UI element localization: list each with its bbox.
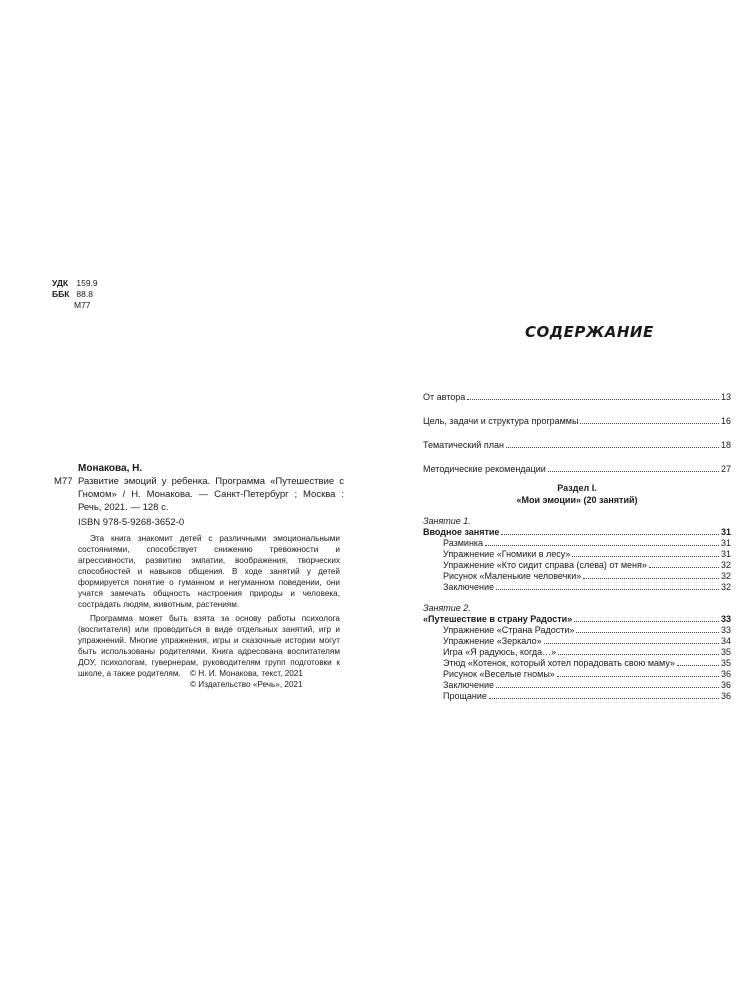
annotation bbox=[78, 533, 340, 682]
toc-item-label: Тематический план bbox=[423, 440, 504, 450]
bibliographic-record bbox=[54, 462, 344, 529]
toc-subitem-page: 35 bbox=[720, 658, 731, 668]
lesson-page: 31 bbox=[720, 527, 731, 537]
toc-subitem-label: Разминка bbox=[443, 538, 484, 548]
toc-subitem bbox=[423, 549, 731, 560]
toc-subitem bbox=[423, 691, 731, 702]
lesson-title: Вводное занятие bbox=[423, 527, 500, 537]
copyright-author: © Н. И. Монакова, текст, 2021 bbox=[190, 669, 303, 678]
toc-subitem-page: 36 bbox=[720, 691, 731, 701]
toc-subitem-label: Заключение bbox=[443, 582, 494, 592]
copyright-publisher: © Издательство «Речь», 2021 bbox=[190, 680, 303, 689]
toc-subitem bbox=[423, 636, 731, 647]
toc-subitem-page: 31 bbox=[720, 538, 731, 548]
toc-subitem bbox=[423, 669, 731, 680]
toc-subitem-page: 33 bbox=[720, 625, 731, 635]
bbk-key: ББК bbox=[52, 289, 70, 299]
section-title: «Мои эмоции» (20 занятий) bbox=[516, 495, 638, 505]
toc-item-label: От автора bbox=[423, 392, 466, 402]
toc-subitem-label: Рисунок «Веселые гномы» bbox=[443, 669, 555, 679]
author-mark: М77 bbox=[74, 300, 91, 310]
toc-subitem-label: Упражнение «Страна Радости» bbox=[443, 625, 575, 635]
toc-subitem-page: 31 bbox=[720, 549, 731, 559]
toc-item-label: Методические рекомендации bbox=[423, 464, 546, 474]
toc-item-page: 13 bbox=[720, 392, 731, 402]
toc-subitem-label: Этюд «Котенок, который хотел порадовать свою маму» bbox=[443, 658, 675, 668]
toc-subitem-page: 32 bbox=[720, 560, 731, 570]
toc-subitem bbox=[423, 647, 731, 658]
toc-title: СОДЕРЖАНИЕ bbox=[525, 323, 654, 341]
right-page bbox=[375, 0, 750, 1000]
toc-subitem-label: Упражнение «Зеркало» bbox=[443, 636, 542, 646]
toc-subitem-label: Упражнение «Кто сидит справа (слева) от меня» bbox=[443, 560, 647, 570]
toc-subitem-page: 32 bbox=[720, 571, 731, 581]
toc-subitem-label: Рисунок «Маленькие человечки» bbox=[443, 571, 582, 581]
toc-subitem-page: 36 bbox=[720, 680, 731, 690]
toc-item-page: 27 bbox=[720, 464, 731, 474]
toc-subitem bbox=[423, 560, 731, 571]
toc-subitem-page: 35 bbox=[720, 647, 731, 657]
isbn: ISBN 978-5-9268-3652-0 bbox=[78, 517, 185, 528]
toc-subitem bbox=[423, 538, 731, 549]
udk-row bbox=[52, 278, 98, 289]
lesson-title-line bbox=[423, 614, 731, 625]
udk-key: УДК bbox=[52, 278, 69, 288]
author-heading: Монакова, Н. bbox=[78, 463, 143, 474]
toc-subitem-label: Заключение bbox=[443, 680, 494, 690]
udk-value: 159.9 bbox=[76, 278, 98, 288]
toc-item-label: Цель, задачи и структура программы bbox=[423, 416, 579, 426]
toc-item-page: 18 bbox=[720, 440, 731, 450]
lesson-label: Занятие 2. bbox=[423, 603, 471, 613]
toc-item bbox=[423, 438, 731, 462]
toc-item bbox=[423, 414, 731, 438]
section-heading bbox=[423, 482, 731, 506]
toc-subitem-page: 32 bbox=[720, 582, 731, 592]
bbk-row bbox=[52, 289, 98, 300]
toc-subitem bbox=[423, 582, 731, 593]
toc-subitem-page: 34 bbox=[720, 636, 731, 646]
author-mark-row bbox=[52, 300, 98, 311]
toc-subitem bbox=[423, 658, 731, 669]
toc-subitem-label: Прощание bbox=[443, 691, 487, 701]
toc-item bbox=[423, 462, 731, 478]
entry-description: Развитие эмоций у ребенка. Программа «Путешествие с Гномом» / Н. Монакова. — Санкт-Петербург ; Москва : Речь, 2021. — 128 с. bbox=[78, 476, 344, 513]
bibliographic-entry bbox=[54, 475, 344, 514]
toc-subitem-label: Упражнение «Гномики в лесу» bbox=[443, 549, 571, 559]
lesson-title: «Путешествие в страну Радости» bbox=[423, 614, 573, 624]
classification-block bbox=[52, 278, 98, 311]
annotation-paragraph-1: Эта книга знакомит детей с различными эмоциональными состояниями, способствует снижению тревожности и агрессивности, развитию эмпатии, воображения, творческих способностей и навыков общения. В ходе занятий у детей формируется понятие о гуманном и негуманном поведении, они учатся замечать общность настроения природы и человека, сострадать людям, животным, растениям. bbox=[78, 534, 340, 609]
lesson-label: Занятие 1. bbox=[423, 516, 471, 526]
toc-subitem bbox=[423, 625, 731, 636]
bbk-value: 88.8 bbox=[76, 289, 93, 299]
entry-code: М77 bbox=[54, 476, 73, 487]
toc-subitem-page: 36 bbox=[720, 669, 731, 679]
toc-subitem bbox=[423, 571, 731, 582]
lesson-page: 33 bbox=[720, 614, 731, 624]
table-of-contents bbox=[423, 390, 731, 702]
toc-subitem bbox=[423, 680, 731, 691]
annotation-paragraph-2: Программа может быть взята за основу работы психолога (воспитателя) или проводиться в виде отдельных занятий, игр и упражнений. Многие упражнения, игры и сказочные истории могут быть использованы родителями. Книга адресована воспитателям ДОУ, психологам, гувернерам, руководителям групп подготовки к школе, а также родителям. bbox=[78, 614, 340, 678]
toc-subitem-label: Игра «Я радуюсь, когда…» bbox=[443, 647, 557, 657]
toc-item bbox=[423, 390, 731, 414]
copyright-block bbox=[190, 668, 303, 690]
toc-item-page: 16 bbox=[720, 416, 731, 426]
section-number: Раздел I. bbox=[557, 483, 597, 493]
lesson-title-line bbox=[423, 527, 731, 538]
